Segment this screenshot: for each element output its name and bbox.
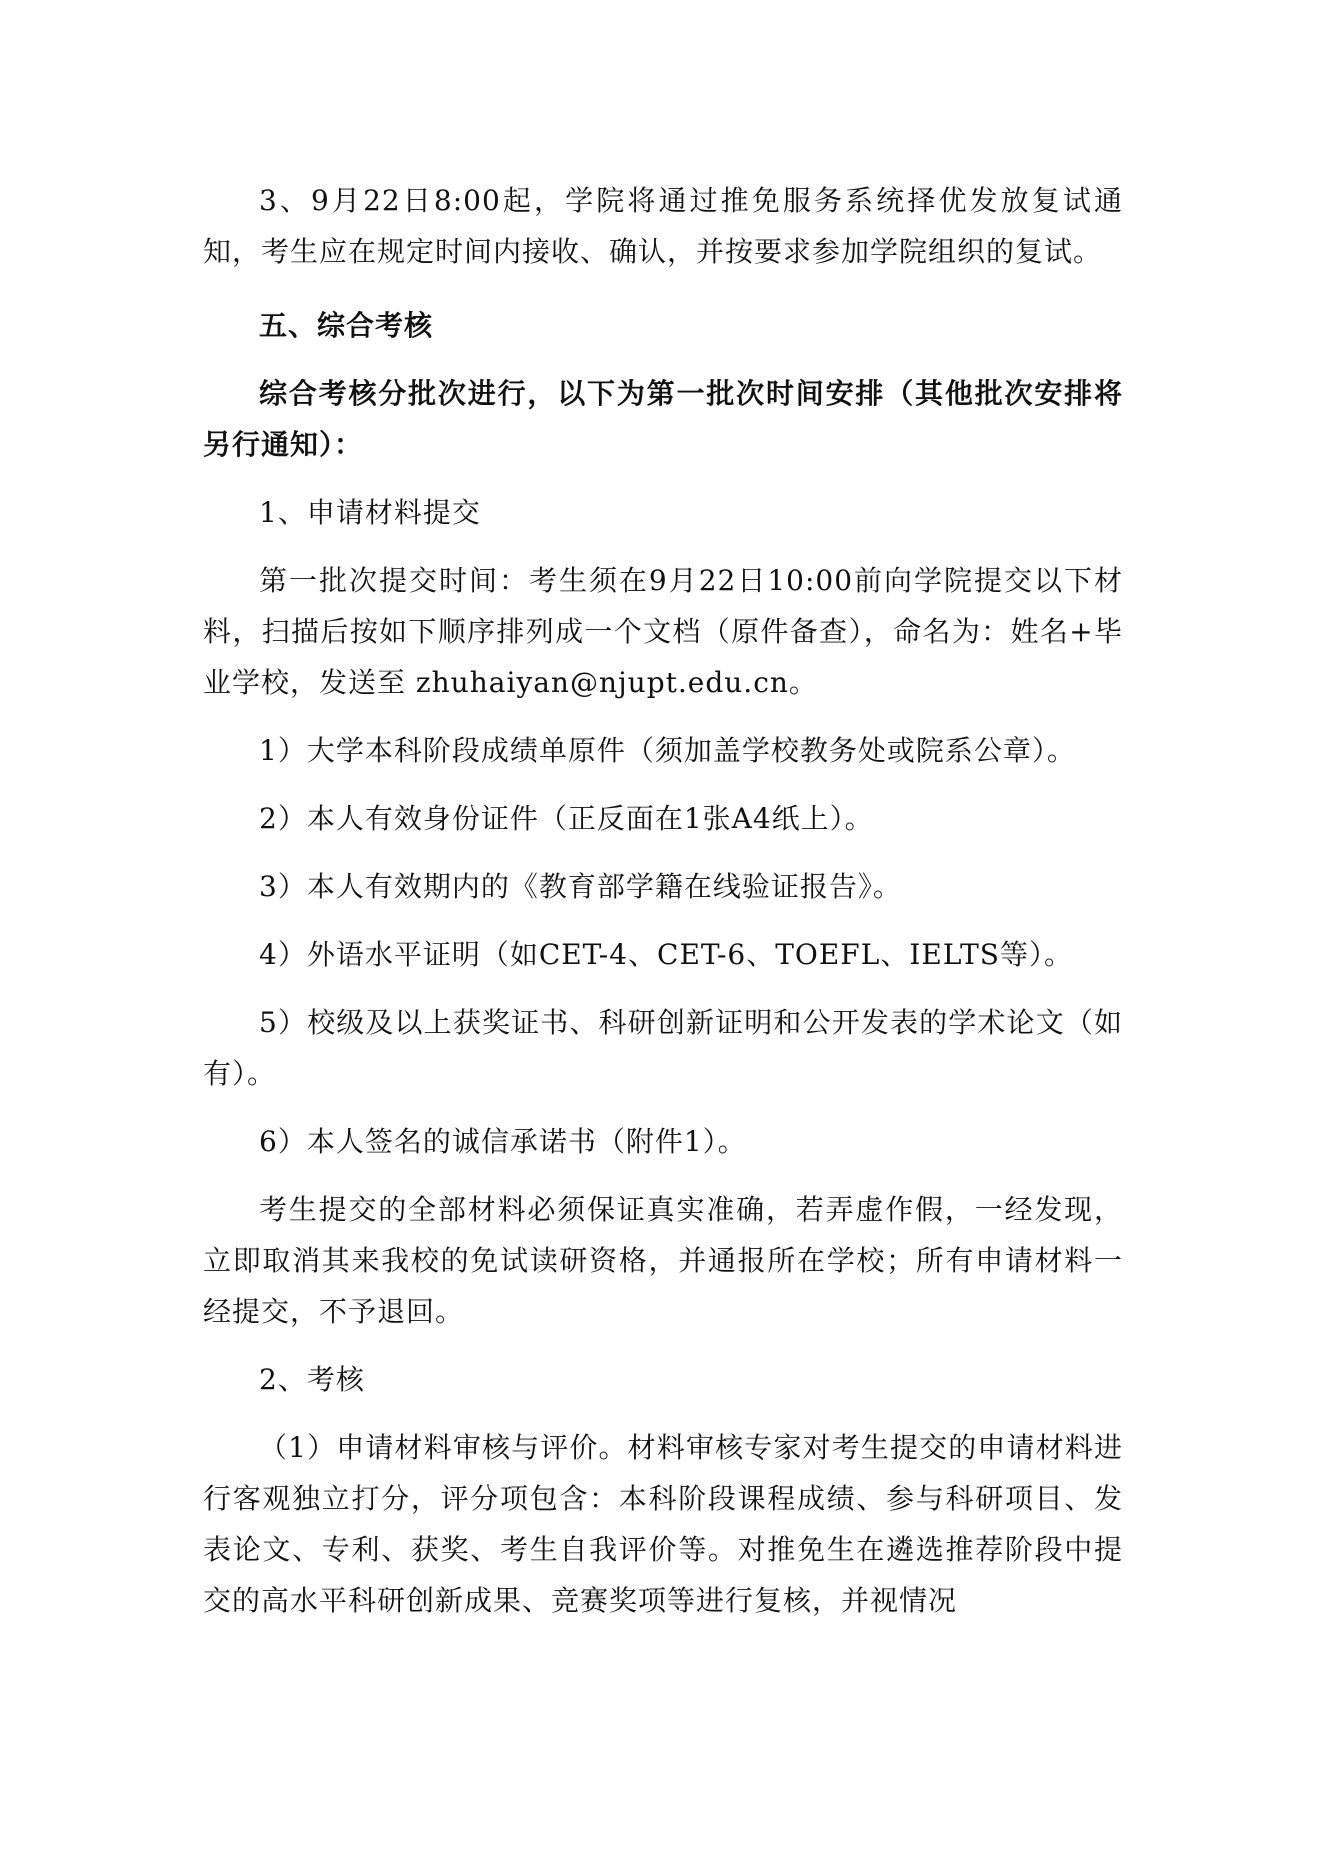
paragraph-material-review: （1）申请材料审核与评价。材料审核专家对考生提交的申请材料进行客观独立打分，评分项包含：本科阶段课程成绩、参与科研项目、发表论文、专利、获奖、考生自我评价等。对推免生在遴选推荐阶段中提交的高水平科研创新成果、竞赛奖项等进行复核，并视情况 [203,1431,1123,1617]
material-item: 1）大学本科阶段成绩单原件（须加盖学校教务处或院系公章）。 [259,734,1076,767]
subheading-assessment: 2、考核 [259,1363,365,1396]
material-item: 5）校级及以上获奖证书、科研创新证明和公开发表的学术论文（如有）。 [203,1006,1123,1090]
material-item: 3）本人有效期内的《教育部学籍在线验证报告》。 [259,870,902,903]
material-item: 6）本人签名的诚信承诺书（附件1）。 [259,1125,747,1158]
batch-intro: 综合考核分批次进行，以下为第一批次时间安排（其他批次安排将另行通知）： [203,377,1123,461]
material-item: 4）外语水平证明（如CET-4、CET-6、TOEFL、IELTS等）。 [259,938,1073,971]
section-heading-comprehensive-assessment: 五、综合考核 [259,309,434,342]
material-item: 2）本人有效身份证件（正反面在1张A4纸上）。 [259,802,874,835]
document-body [203,175,1123,1626]
paragraph-retest-notice: 3、9月22日8:00起，学院将通过推免服务系统择优发放复试通知，考生应在规定时间内接收、确认，并按要求参加学院组织的复试。 [203,184,1123,268]
subheading-material-submission: 1、申请材料提交 [259,496,481,529]
paragraph-integrity-note: 考生提交的全部材料必须保证真实准确，若弄虚作假，一经发现，立即取消其来我校的免试读研资格，并通报所在学校；所有申请材料一经提交，不予退回。 [203,1193,1123,1328]
paragraph-submission-time: 第一批次提交时间：考生须在9月22日10:00前向学院提交以下材料，扫描后按如下顺序排列成一个文档（原件备查），命名为：姓名+毕业学校，发送至 zhuhaiyan@njupt.edu.cn。 [203,564,1123,699]
